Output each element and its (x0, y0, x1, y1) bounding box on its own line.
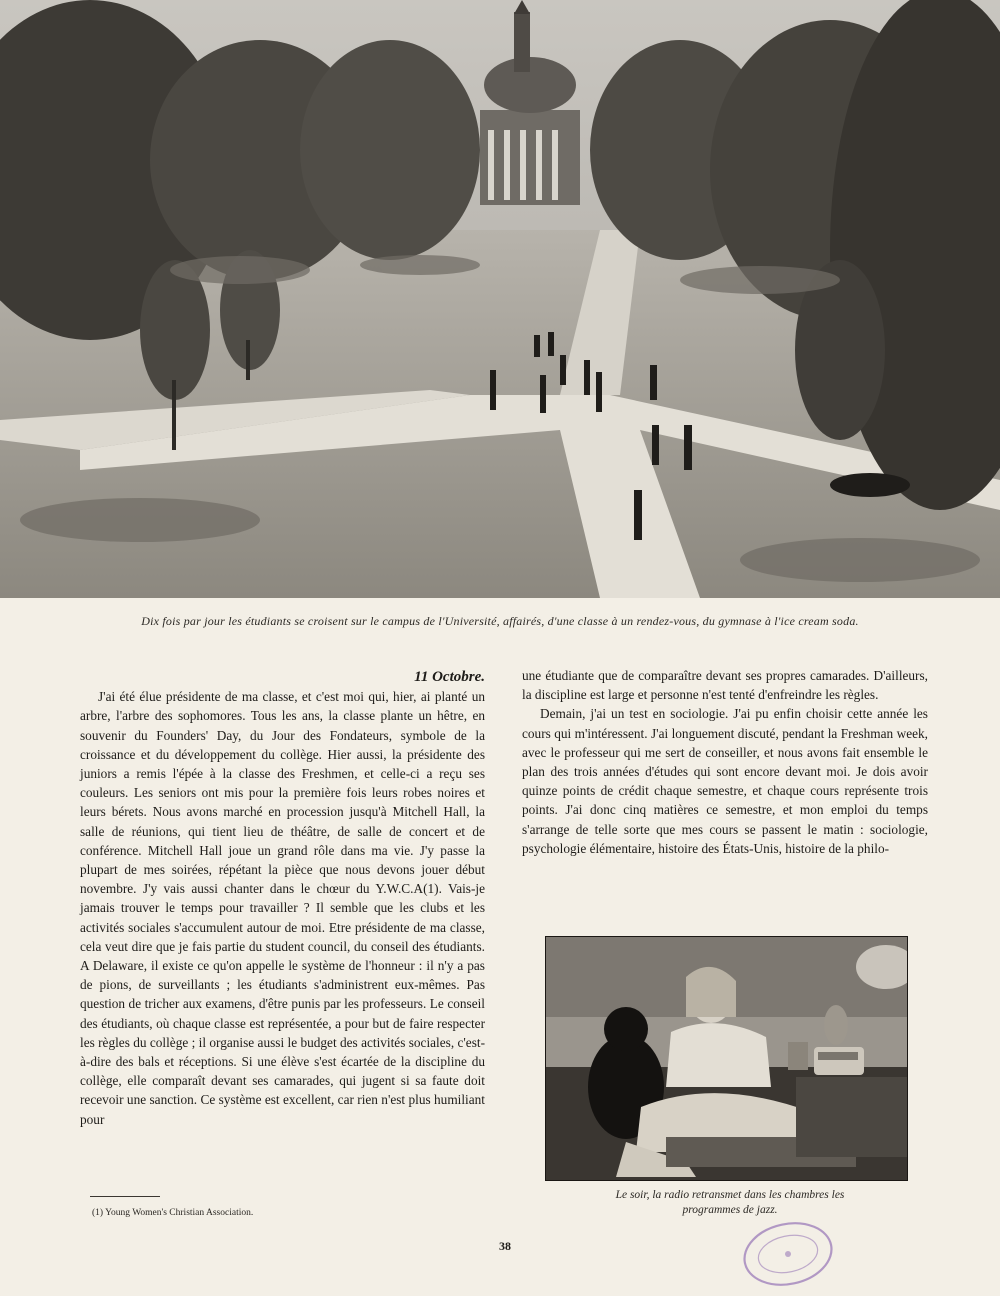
library-stamp-icon (740, 1210, 836, 1290)
article-date: 11 Octobre. (414, 669, 485, 685)
campus-photo (0, 0, 1000, 598)
article-right-continuation: une étudiante que de comparaître devant ses propres camarades. D'ailleurs, la discipline est large et personne n'est tenté d'enfreindre les règles. (522, 668, 928, 703)
student-radio-photo (545, 936, 908, 1181)
article-right-paragraph: Demain, j'ai un test en sociologie. J'ai pu enfin choisir cette année les cours qui m'intéressent. J'ai longuement discuté, pendant la Freshman week, avec le professeur qui me sert de conseiller, et nous avons fait ensemble le plan des trois années d'études qui sont encore devant moi. Je dois avoir quinze points de crédit chaque semestre, et chaque cours représente trois points. J'ai donc cinq matières ce semestre, et mon emploi du temps s'arrange de telle sorte que mes cours se passent le matin : sociologie, psychologie élémentaire, histoire des États-Unis, histoire de la philo- (522, 706, 928, 856)
article-right-column (522, 666, 928, 858)
article-left-paragraph: J'ai été élue présidente de ma classe, et c'est moi qui, hier, ai planté un arbre, l'arbre des sophomores. Tous les ans, la classe plante un hêtre, en souvenir du Founders' Day, du Jour des Fondateurs, symbole de la croissance et du développement du collège. Hier aussi, la présidente des juniors a remis l'épée à la classe des Freshmen, et celle-ci a reçu ses couleurs. Les seniors ont mis pour la première fois leurs robes noires et leurs bérets. Nous avons marché en procession jusqu'à Mitchell Hall, la salle de réunions, qui tient lieu de théâtre, de salle de concert et de conférence. Mitchell Hall joue un grand rôle dans ma vie. J'y passe la plupart de mes soirées, répétant la pièce que nous devons jouer début novembre. J'y vais aussi chanter dans le chœur du Y.W.C.A(1). Vais-je jamais trouver le temps pour travailler ? Il semble que les clubs et les activités sociales s'accumulent autour de moi. Etre présidente de ma classe, cela veut dire que je fais partie du student council, du conseil des étudiants. A Delaware, il existe ce qu'on appelle le système de l'honneur : il n'y a pas de pions, de surveillants ; les étudiants s'administrent eux-mêmes. Pas question de tricher aux examens, d'être punis par les professeurs. Le conseil des étudiants, où chaque classe est représentée, a pour but de faire respecter les règles du collège ; il organise aussi le budget des activités sociales, c'est-à-dire des bals et réceptions. Si une élève s'est écartée de la discipline du collège, elle comparaît devant ses camarades, qui jugent si sa faute doit recevoir une sanction. Ce système est excellent, car rien n'est plus humiliant pour (80, 689, 485, 1127)
right-photo-caption: Le soir, la radio retransmet dans les chambres les programmes de jazz. (615, 1189, 845, 1216)
top-photo-caption: Dix fois par jour les étudiants se croisent sur le campus de l'Université, affairés, d'une classe à un rendez-vous, du gymnase à l'ice cream soda. (141, 614, 859, 628)
footnote-rule (90, 1196, 160, 1197)
footnote: (1) Young Women's Christian Association. (92, 1208, 254, 1218)
page-number: 38 (499, 1239, 511, 1253)
article-left-column (80, 668, 485, 1129)
